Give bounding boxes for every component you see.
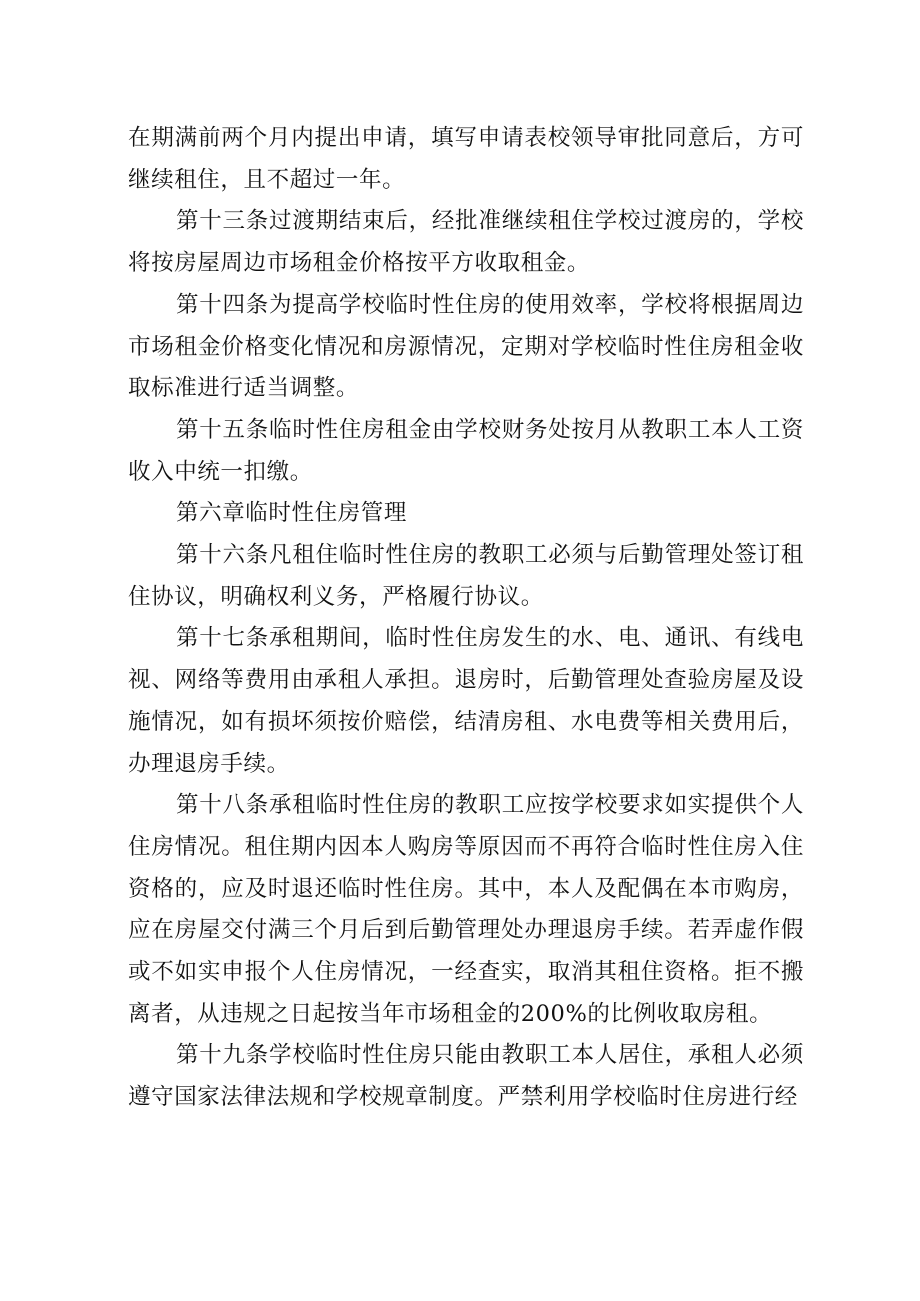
- paragraph-article-14: 第十四条为提高学校临时性住房的使用效率，学校将根据周边市场租金价格变化情况和房源情况，定期对学校临时性住房租金收取标准进行适当调整。: [128, 291, 804, 402]
- paragraph-article-13: 第十三条过渡期结束后，经批准继续租住学校过渡房的，学校将按房屋周边市场租金价格按平方收取租金。: [128, 208, 804, 277]
- paragraph-article-17: 第十七条承租期间，临时性住房发生的水、电、通讯、有线电视、网络等费用由承租人承担。退房时，后勤管理处查验房屋及设施情况，如有损坏须按价赔偿，结清房租、水电费等相关费用后，办理退房手续。: [128, 625, 804, 777]
- document-page: [128, 118, 804, 1119]
- paragraph-article-18: 第十八条承租临时性住房的教职工应按学校要求如实提供个人住房情况。租住期内因本人购房等原因而不再符合临时性住房入住资格的，应及时退还临时性住房。其中，本人及配偶在本市购房，应在房屋交付满三个月后到后勤管理处办理退房手续。若弄虚作假或不如实申报个人住房情况，一经查实，取消其租住资格。拒不搬离者，从违规之日起按当年市场租金的200%的比例收取房租。: [128, 792, 804, 1027]
- chapter-heading-6: 第六章临时性住房管理: [176, 500, 408, 527]
- paragraph-article-16: 第十六条凡租住临时性住房的教职工必须与后勤管理处签订租住协议，明确权利义务，严格履行协议。: [128, 542, 804, 610]
- paragraph-continuation: 在期满前两个月内提出申请，填写申请表校领导审批同意后，方可继续租住，且不超过一年。: [128, 125, 804, 193]
- paragraph-article-19: 第十九条学校临时性住房只能由教职工本人居住，承租人必须遵守国家法律法规和学校规章制度。严禁利用学校临时住房进行经: [128, 1042, 804, 1111]
- paragraph-article-15: 第十五条临时性住房租金由学校财务处按月从教职工本人工资收入中统一扣缴。: [128, 416, 804, 485]
